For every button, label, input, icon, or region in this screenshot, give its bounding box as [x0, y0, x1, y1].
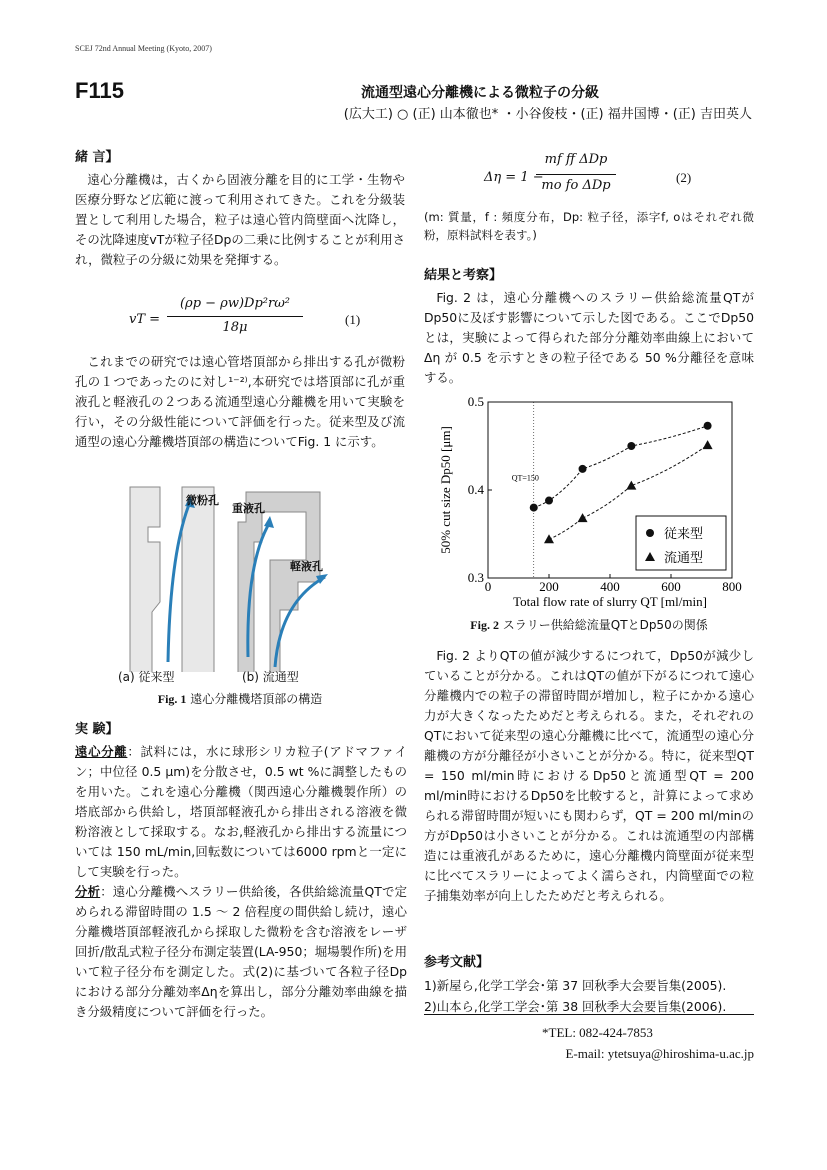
fig2-number: Fig. 2: [470, 618, 499, 632]
separation-title: 遠心分離: [75, 744, 128, 759]
results-heading: 結果と考察】: [424, 268, 503, 283]
fig1-caption: [75, 690, 405, 707]
y-tick-label: 0.4: [467, 482, 484, 497]
experiment-heading: 実 験】: [75, 722, 119, 737]
x-tick-label: 400: [600, 579, 620, 594]
x-tick-label: 0: [484, 579, 492, 594]
cut-size-chart: [436, 394, 746, 614]
eq1-fraction-bar: [167, 316, 303, 317]
conference-header: SCEJ 72nd Annual Meeting (Kyoto, 2007): [75, 44, 212, 53]
y-tick-label: 0.5: [467, 394, 484, 409]
references-heading: 参考文献】: [424, 955, 490, 970]
intro-section: [75, 148, 405, 270]
separation-paragraph: [75, 742, 407, 882]
qt150-annotation: QT=150: [511, 473, 539, 483]
figure-1: [120, 482, 330, 702]
paper-id: F115: [75, 78, 124, 103]
series-2-point: [703, 440, 713, 449]
eq1-number: (1): [345, 312, 361, 327]
series-2-point: [626, 481, 636, 490]
light-hole-label: 軽液孔: [290, 560, 323, 573]
analysis-title: 分析: [75, 884, 101, 899]
y-axis-label: 50% cut size Dp50 [μm]: [438, 426, 453, 554]
x-tick-label: 200: [539, 579, 559, 594]
eq1-numerator: (ρp − ρw)Dp²rω²: [179, 296, 291, 311]
separation-text: ：試料には，水に球形シリカ粒子(アドマファイン；中位径 0.5 μm)を分散させ，0.5 wt %に調整したものを用いた。これを遠心分離機（関西遠心分離機製作所）の塔底部から供給し，塔頂部軽液孔から排出される溶液を微粉溶液として採取する。なお,軽液孔から排出する流量については 150 mL/min,回転数については6000 rpmと一定にして実験を行った。: [75, 744, 407, 879]
x-tick-label: 800: [722, 579, 742, 594]
reference-1: 1)新屋ら,化学工学会･第 37 回秋季大会要旨集(2005).: [424, 978, 727, 993]
intro-paragraph-1: 遠心分離機は，古くから固液分離を目的に工学・生物や医療分野など広範に渡って利用されてきた。これを分級装置として利用した場合，粒子は遠心管内筒壁面へ沈降し，その沈降速度vTが粒子径Dpの二乗に比例することが利用され，微粒子の分級に効果を発揮する。: [75, 172, 405, 267]
conventional-wall-left: [130, 487, 160, 672]
heavy-hole-label: 重液孔: [232, 502, 265, 515]
legend-label: 流通型: [664, 551, 704, 566]
series-1-trend-line: [534, 426, 708, 508]
series-1-point: [704, 422, 712, 430]
eq1-denominator: 18μ: [222, 320, 248, 335]
series-1-point: [530, 504, 538, 512]
eq2-numerator: mf ff ΔDp: [544, 152, 608, 167]
results-paragraph-2: Fig. 2 よりQTの値が減少するにつれて，Dp50が減少していることが分かる。これはQTの値が下がるにつれて遠心分離機内での粒子の滞留時間が増加し，粒子にかかる遠心力が大きくなったためだと考えられる。また，それぞれのQTにおいて従来型の遠心分離機に比べて，流通型の遠心分離機の方が分離径が小さいことが分かる。特に，従来型QT = 150 ml/min時におけるDp50と流通型QT = 200 ml/min時におけるDp50を比較すると，計算によって求められる滞留時間が短いにも関わらず，QT = 200 ml/minの方がDp50は小さいことが分かる。これは流通型の内部構造には重液孔があるために，遠心分離機内筒壁面が従来型に比べてスラリーによってよく濡らされ，内筒壁面での粒子捕集効率が向上したためだと考えられる。: [424, 648, 754, 903]
fig1-caption-text: 遠心分離機塔頂部の構造: [190, 692, 323, 706]
contact-email: E-mail: ytetsuya@hiroshima-u.ac.jp: [565, 1046, 754, 1061]
eq1-lhs: vT =: [129, 312, 161, 327]
intro-heading: 緒 言】: [75, 150, 119, 165]
y-tick-label: 0.3: [467, 570, 484, 585]
legend-label: 従来型: [664, 527, 704, 542]
eq2-fraction-bar: [536, 174, 616, 175]
results-discussion: [424, 646, 754, 906]
equation-2: [424, 148, 754, 208]
fig2-caption-text: スラリー供給総流量QTとDp50の関係: [502, 618, 708, 632]
fig1-number: Fig. 1: [157, 692, 187, 706]
legend-marker-circle: [646, 529, 654, 537]
series-1-point: [545, 497, 553, 505]
intro-paragraph-2: これまでの研究では遠心管塔頂部から排出する孔が微粉孔の１つであったのに対し¹⁻²⁾,本研究では塔頂部に孔が重液孔と軽液孔の２つある流通型遠心分離機を用いて実験を行い，その分級性能について評価を行った。従来型及び流通型の遠心分離機塔頂部の構造についてFig. 1 に示す。: [75, 354, 405, 449]
eq2-note: (m: 質量，f : 頻度分布，Dp: 粒子径，添字f, oはそれぞれ微粉，原料試料を表す。): [424, 210, 754, 242]
intro-continued: [75, 352, 405, 452]
centrifuge-structure-diagram: [120, 482, 330, 672]
contact-tel: *TEL: 082-424-7853: [542, 1025, 653, 1040]
series-1-point: [579, 465, 587, 473]
analysis-paragraph: [75, 882, 407, 1022]
reference-2: 2)山本ら,化学工学会･第 38 回秋季大会要旨集(2006).: [424, 999, 727, 1014]
fig1-subcaption-b: (b) 流通型: [242, 670, 299, 684]
series-1-point: [627, 442, 635, 450]
experiment-section: [75, 720, 407, 1022]
eq2-denominator: mo fo ΔDp: [541, 178, 611, 193]
footer-rule: [424, 1014, 754, 1015]
contact-info: [424, 1022, 754, 1064]
paper-title: 流通型遠心分離機による微粒子の分級: [361, 85, 599, 101]
fig1-subcaption-a: (a) 従来型: [118, 670, 175, 684]
author-list: (広大工) ○ (正) 山本徹也* ・小谷俊枝・(正) 福井国博・(正) 吉田英人: [343, 107, 752, 122]
x-axis-label: Total flow rate of slurry QT [ml/min]: [513, 594, 707, 609]
series-2-point: [578, 513, 588, 522]
results-intro: [424, 266, 754, 388]
references-section: [424, 952, 754, 1017]
eq2-number: (2): [676, 170, 692, 185]
series-2-point: [544, 534, 554, 543]
analysis-text: ：遠心分離機へスラリー供給後，各供給総流量QTで定められる滞留時間の 1.5 ～ 2 倍程度の間供給し続け，遠心分離機塔頂部軽液孔から採取した微粉を含む溶液をレーザ回折/散乱式粒子径分布測定装置(LA-950；堀場製作所)を用いて粒子径分布を測定した。式(2)に基づいて各粒子径Dpにおける部分分離効率Δηを算出し，部分分離効率曲線を描き分級精度について評価を行った。: [75, 884, 408, 1019]
fig2-caption: [424, 616, 754, 633]
eq2-lhs: Δη = 1 −: [484, 170, 544, 185]
figure-2: [436, 394, 746, 614]
equation-1: [75, 292, 405, 348]
x-tick-label: 600: [661, 579, 681, 594]
fine-hole-label: 微粉孔: [186, 494, 219, 507]
results-paragraph-1: Fig. 2 は，遠心分離機へのスラリー供給総流量QTがDp50に及ぼす影響について示した図である。ここでDp50とは，実験によって得られた部分分離効率曲線上においてΔη が 0.5 を示すときの粒子径である 50 %分離径を意味する。: [424, 290, 754, 385]
